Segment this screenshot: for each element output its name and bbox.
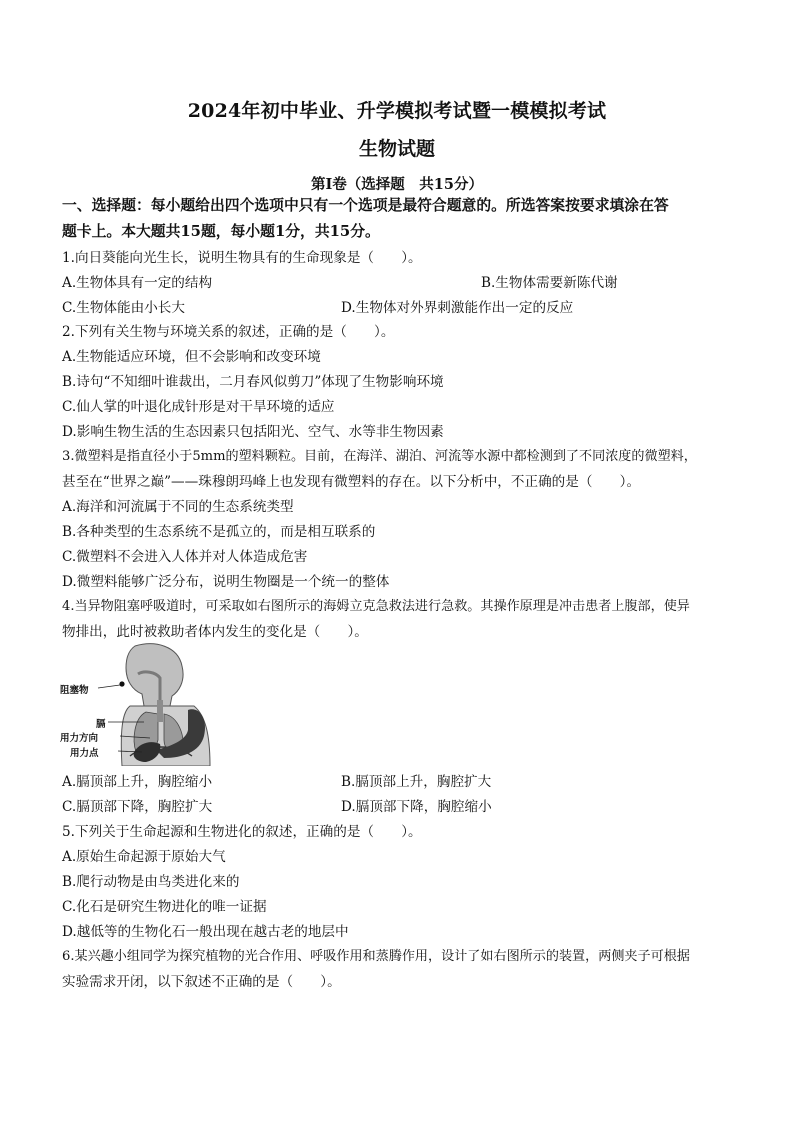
section-instruction-line1: 一、选择题：每小题给出四个选项中只有一个选项是最符合题意的。所选答案按要求填涂在答 — [62, 197, 669, 214]
q5-option-b: B.爬行动物是由鸟类进化来的 — [62, 874, 240, 890]
q3-option-d: D.微塑料能够广泛分布，说明生物圈是一个统一的整体 — [62, 574, 390, 590]
q6-stem-line1: 6.某兴趣小组同学为探究植物的光合作用、呼吸作用和蒸腾作用，设计了如右图所示的装置，两侧夹子可根据 — [62, 949, 690, 964]
q2-option-a: A.生物能适应环境，但不会影响和改变环境 — [62, 349, 321, 365]
label-force-point: 用力点 — [70, 748, 99, 759]
q3-option-a: A.海洋和河流属于不同的生态系统类型 — [62, 499, 294, 515]
label-obstruction: 阻塞物 — [60, 685, 89, 696]
q4-stem-line1: 4.当异物阻塞呼吸道时，可采取如右图所示的海姆立克急救法进行急救。其操作原理是冲击患者上腹部，使异 — [62, 599, 690, 614]
part-title: 第Ⅰ卷（选择题 共15分） — [311, 176, 483, 193]
q1-stem: 1.向日葵能向光生长，说明生物具有的生命现象是（ ）。 — [62, 250, 422, 266]
q3-stem-line2: 甚至在“世界之巅”——珠穆朗玛峰上也发现有微塑料的存在。以下分析中，不正确的是（ ）。 — [62, 474, 641, 490]
q5-stem: 5.下列关于生命起源和生物进化的叙述，正确的是（ ）。 — [62, 824, 422, 840]
q2-option-c: C.仙人掌的叶退化成针形是对干旱环境的适应 — [62, 399, 335, 415]
exam-main-title: 2024年初中毕业、升学模拟考试暨一模模拟考试 — [187, 100, 607, 122]
q1-option-d: D.生物体对外界刺激能作出一定的反应 — [341, 300, 574, 316]
q5-option-a: A.原始生命起源于原始大气 — [62, 849, 226, 865]
section-instruction-line2: 题卡上。本大题共15题，每小题1分，共15分。 — [62, 223, 380, 240]
q3-stem-line1: 3.微塑料是指直径小于5mm的塑料颗粒。目前，在海洋、湖泊、河流等水源中都检测到了不同浓度的微塑料， — [62, 449, 697, 464]
q4-option-d: D.膈顶部下降，胸腔缩小 — [341, 799, 492, 815]
label-force-direction: 用力方向 — [60, 733, 99, 744]
q6-stem-line2: 实验需求开闭，以下叙述不正确的是（ ）。 — [62, 974, 341, 990]
q5-option-c: C.化石是研究生物进化的唯一证据 — [62, 899, 267, 915]
q1-option-a: A.生物体具有一定的结构 — [62, 275, 213, 291]
q2-option-d: D.影响生物生活的生态因素只包括阳光、空气、水等非生物因素 — [62, 424, 444, 440]
q1-option-b: B.生物体需要新陈代谢 — [481, 275, 618, 291]
q2-option-b: B.诗句“不知细叶谁裁出，二月春风似剪刀”体现了生物影响环境 — [62, 374, 444, 390]
q3-option-c: C.微塑料不会进入人体并对人体造成危害 — [62, 549, 308, 565]
q4-stem-line2: 物排出，此时被救助者体内发生的变化是（ ）。 — [62, 624, 368, 640]
heimlich-figure — [60, 640, 220, 766]
q4-option-c: C.膈顶部下降，胸腔扩大 — [62, 799, 213, 815]
q3-option-b: B.各种类型的生态系统不是孤立的，而是相互联系的 — [62, 524, 376, 540]
q1-option-c: C.生物体能由小长大 — [62, 300, 185, 316]
q5-option-d: D.越低等的生物化石一般出现在越古老的地层中 — [62, 924, 349, 940]
q4-option-b: B.膈顶部上升，胸腔扩大 — [341, 774, 492, 790]
subject-title: 生物试题 — [358, 138, 435, 160]
q4-option-a: A.膈顶部上升，胸腔缩小 — [62, 774, 213, 790]
q2-stem: 2.下列有关生物与环境关系的叙述，正确的是（ ）。 — [62, 324, 395, 340]
label-diaphragm: 膈 — [96, 719, 106, 730]
